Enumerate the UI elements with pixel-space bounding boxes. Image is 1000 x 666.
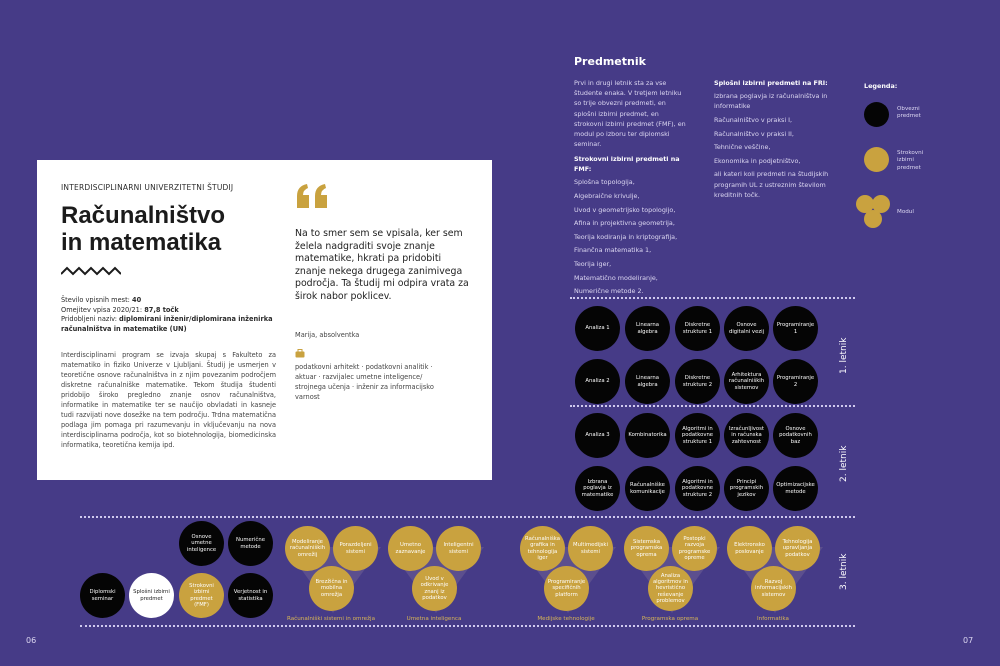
list-item: Splošna topologija, <box>574 178 635 187</box>
module-course-circle: Modeliranje računalniških omrežij <box>285 526 330 571</box>
legend-module-swatch-icon <box>853 194 893 230</box>
module-course-circle: Brezžična in mobilna omrežja <box>309 566 354 611</box>
module-course-circle: Analiza algoritmov in hevristično reševanje problemov <box>648 566 693 611</box>
course-circle: Osnove podatkovnih baz <box>773 413 818 458</box>
legend-mandatory-label: Obvezni predmet <box>897 106 921 120</box>
course-circle: Osnove umetne inteligence <box>179 521 224 566</box>
course-circle: Analiza 3 <box>575 413 620 458</box>
list-item: Numerične metode 2. <box>574 287 644 296</box>
course-circle: Algoritmi in podatkovne strukture 2 <box>675 466 720 511</box>
course-circle: Principi programskih jezikov <box>724 466 769 511</box>
course-circle: Analiza 2 <box>575 359 620 404</box>
fmf-elective-list <box>574 154 699 300</box>
divider <box>80 516 570 518</box>
module-label: Informatika <box>757 616 789 622</box>
module-course-circle: Porazdeljeni sistemi <box>333 526 378 571</box>
quote-author: Marija, absolventka <box>295 331 360 339</box>
predmetnik-title: Predmetnik <box>574 55 646 68</box>
course-circle: Verjetnost in statistika <box>228 573 273 618</box>
page-number-right: 07 <box>963 636 974 645</box>
module-label: Medijske tehnologije <box>537 616 595 622</box>
list-item: Tehnične veščine, <box>714 143 771 152</box>
course-circle: Izračunljivost in računska zahtevnost <box>724 413 769 458</box>
list-item: Ekonomika in podjetništvo, <box>714 156 801 165</box>
divider <box>570 297 855 299</box>
career-list: podatkovni arhitekt · podatkovni analitik · aktuar · razvijalec umetne inteligence/ strojnega učenja · inženir za informacijsko varnost <box>295 363 434 401</box>
course-circle: Programiranje 2 <box>773 359 818 404</box>
title-line-1: Računalništvo <box>61 202 226 229</box>
list-item: Izbrana poglavja iz računalništva in informatike <box>714 92 828 111</box>
module-course-circle: Uvod v odkrivanje znanj iz podatkov <box>412 566 457 611</box>
legend-module-label: Modul <box>897 209 914 215</box>
module-course-circle: Multimedijski sistemi <box>568 526 613 571</box>
module-course-circle: Programiranje specifičnih platform <box>544 566 589 611</box>
briefcase-icon <box>295 349 305 358</box>
program-card <box>37 160 492 480</box>
module-course-circle: Razvoj informacijskih sistemov <box>751 566 796 611</box>
divider <box>570 405 855 407</box>
course-circle: Diplomski seminar <box>80 573 125 618</box>
quote-icon <box>295 182 331 210</box>
program-facts <box>61 296 276 334</box>
limit-value: 87,8 točk <box>144 305 179 314</box>
list-item: ali kateri koli predmeti na študijskih programih UL z ustreznim številom kreditnih točk. <box>714 170 829 199</box>
module-course-circle: Inteligentni sistemi <box>436 526 481 571</box>
list-item: Algebraične krivulje, <box>574 192 640 200</box>
year-3-label: 3. letnik <box>839 553 849 590</box>
legend-elective-swatch <box>864 147 889 172</box>
course-circle: Izbrana poglavja iz matematike <box>575 466 620 511</box>
course-circle: Numerične metode <box>228 521 273 566</box>
course-circle: Strokovni izbirni predmet (FMF) <box>179 573 224 618</box>
degree-label: Pridobljeni naziv: <box>61 315 120 324</box>
list-item: Afina in projektivna geometrija, <box>574 219 675 228</box>
module-course-circle: Elektronsko poslovanje <box>727 526 772 571</box>
divider <box>80 625 855 627</box>
module-course-circle: Umetno zaznavanje <box>388 526 433 571</box>
divider <box>570 516 855 518</box>
legend-mandatory-swatch <box>864 102 889 127</box>
list-item: Teorija kodiranja in kriptografija, <box>574 232 678 241</box>
course-circle: Diskretne strukture 2 <box>675 359 720 404</box>
places-label: Število vpisnih mest: <box>61 296 132 304</box>
program-intro: Interdisciplinarni program se izvaja skupaj s Fakulteto za matematiko in fiziko Univerze v Ljubljani. Študij je usmerjen v teoretične osnove računalništva in z njim povezanim področjem diskretne računalniške matematike. Tekom študija študenti pridobijo široko pregledno znanje osnov računalništva, informatike in matematike ter se naučijo obvladati in kasneje tudi razvijati nove dosežke na tem področju. Trdna matematična podlaga jim pomaga pri razumevanju in vključevanju na nova interdisciplinarna področja, kot so biotehnologija, biomedicinska informatika, teoretična kemija ipd. <box>61 351 276 449</box>
course-circle: Linearna algebra <box>625 306 670 351</box>
student-quote: Na to smer sem se vpisala, ker sem želela nadgraditi svoje znanje matematike, hkrati pa pridobiti znanje nekega drugega zanimivega področja. Ta študij mi odpira vrata za širok nabor poklicev. <box>295 228 469 302</box>
legend-elective-label: Strokovni izbirni predmet <box>897 150 924 171</box>
course-circle: Arhitektura računalniških sistemov <box>724 359 769 404</box>
fri-elective-list <box>714 78 839 203</box>
fri-heading: Splošni izbirni predmeti na FRI: <box>714 79 828 87</box>
program-title <box>61 202 301 256</box>
course-circle: Kombinatorika <box>625 413 670 458</box>
course-circle: Analiza 1 <box>575 306 620 351</box>
places-value: 40 <box>131 296 142 304</box>
module-label: Računalniški sistemi in omrežja <box>286 616 376 622</box>
year-1-label: 1. letnik <box>839 337 849 374</box>
list-item: Finančna matematika 1, <box>574 246 652 255</box>
degree-value: diplomirani inženir/diplomirana inženirka računalništva in matematike (UN) <box>61 315 273 333</box>
program-kicker: INTERDISCIPLINARNI UNIVERZITETNI ŠTUDIJ <box>61 183 234 192</box>
module-course-circle: Sistemska programska oprema <box>624 526 669 571</box>
course-circle: Programiranje 1 <box>773 306 818 351</box>
zigzag-decoration-icon <box>61 266 121 276</box>
module-course-circle: Postopki razvoja programske opreme <box>672 526 717 571</box>
year-2-label: 2. letnik <box>839 445 849 482</box>
list-item: Uvod v geometrijsko topologijo, <box>574 205 676 214</box>
course-circle: Računalniške komunikacije <box>625 466 670 511</box>
module-course-circle: Računalniška grafika in tehnologija iger <box>520 526 565 571</box>
limit-label: Omejitev vpisa 2020/21: <box>61 305 145 314</box>
list-item: Računalništvo v praksi I, <box>714 116 793 124</box>
course-circle: Osnove digitalni vezij <box>724 306 769 351</box>
course-circle: Algoritmi in podatkovne strukture 1 <box>675 413 720 458</box>
course-circle: Splošni izbirni predmet <box>129 573 174 618</box>
module-label: Programska oprema <box>641 616 699 622</box>
title-line-2: in matematika <box>61 229 222 256</box>
list-item: Matematično modeliranje, <box>574 273 658 282</box>
legend-title: Legenda: <box>864 82 898 90</box>
module-course-circle: Tehnologija upravljanja podatkov <box>775 526 820 571</box>
course-circle: Optimizacijske metode <box>773 466 818 511</box>
course-circle: Diskretne strukture 1 <box>675 306 720 351</box>
course-circle: Linearna algebra <box>625 359 670 404</box>
list-item: Računalništvo v praksi II, <box>714 129 794 138</box>
module-label: Umetna inteligenca <box>406 616 462 622</box>
list-item: Teorija iger, <box>574 259 612 268</box>
predmetnik-intro: Prvi in drugi letnik sta za vse študente enaka. V tretjem letniku so trije obvezni predmeti, en splošni izbirni predmet, en strokovni izbirni predmet (FMF), en modul po izboru ter diplomski seminar. <box>574 79 686 149</box>
fmf-heading: Strokovni izbirni predmeti na FMF: <box>574 155 680 174</box>
page-number-left: 06 <box>26 636 37 645</box>
